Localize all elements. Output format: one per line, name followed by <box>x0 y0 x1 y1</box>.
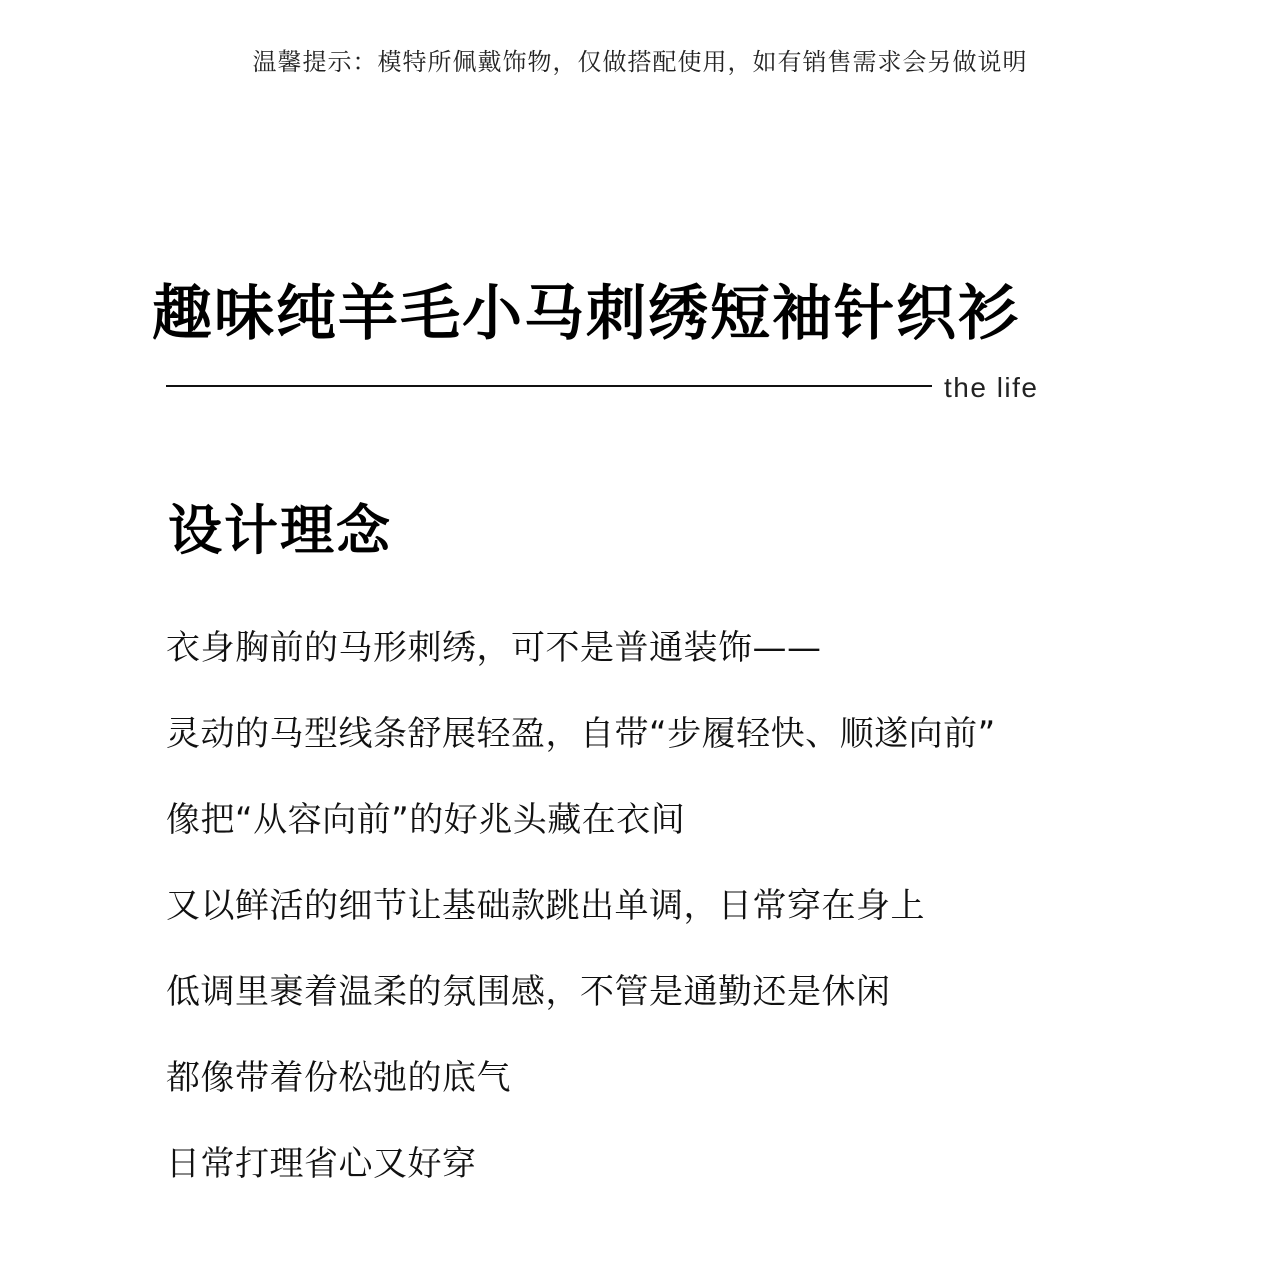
notice-text: 温馨提示：模特所佩戴饰物，仅做搭配使用，如有销售需求会另做说明 <box>252 48 1028 76</box>
body-line: 灵动的马型线条舒展轻盈，自带“步履轻快、顺遂向前” <box>166 714 996 754</box>
section-heading: 设计理念 <box>168 499 392 562</box>
body-line: 日常打理省心又好穿 <box>166 1144 477 1184</box>
body-line: 像把“从容向前”的好兆头藏在衣间 <box>166 800 686 840</box>
design-concept-text <box>166 619 996 1221</box>
body-line: 低调里裹着温柔的氛围感，不管是通勤还是休闲 <box>166 972 891 1012</box>
divider-line <box>166 385 932 387</box>
title-divider-row <box>166 366 1046 410</box>
body-line: 又以鲜活的细节让基础款跳出单调，日常穿在身上 <box>166 886 925 926</box>
product-title: 趣味纯羊毛小马刺绣短袖针织衫 <box>152 279 1020 349</box>
body-line: 都像带着份松弛的底气 <box>166 1058 511 1098</box>
tagline-text: the life <box>944 372 1039 403</box>
body-line: 衣身胸前的马形刺绣，可不是普通装饰—— <box>166 628 822 668</box>
